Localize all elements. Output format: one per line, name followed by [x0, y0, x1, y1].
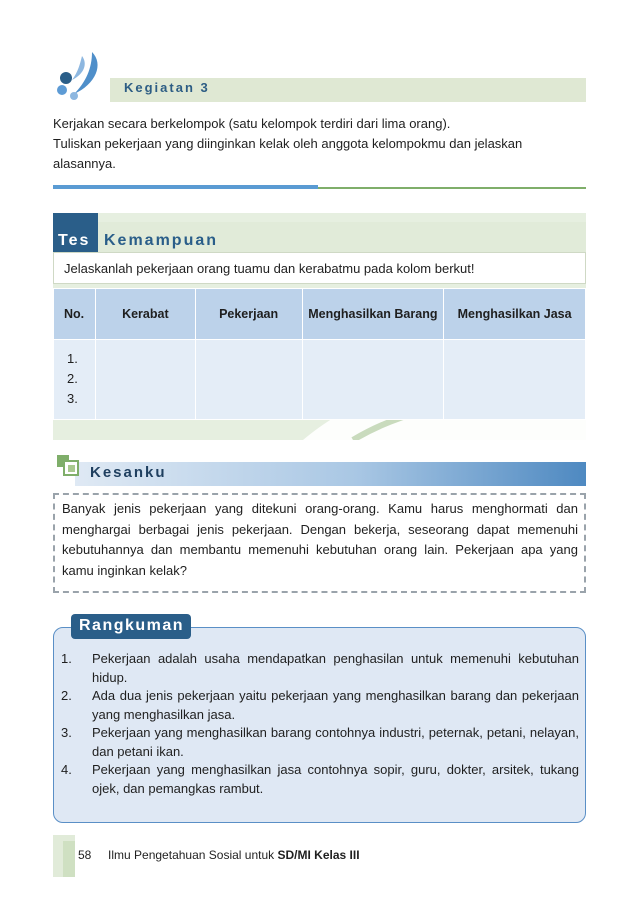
table-header-row: [54, 289, 586, 340]
list-item: [61, 650, 579, 687]
cell-numbers: [54, 340, 96, 420]
item-number: 1.: [61, 651, 72, 666]
kesanku-text: Banyak jenis pekerjaan yang ditekuni orang-orang. Kamu harus menghormati dan menghargai berbagai jenis pekerjaan. Dengan bekerja, seseorang dapat memenuhi kebutuhannya dan membantu memenuhi kebutuhan orang lain. Pekerjaan apa yang kamu inginkan kelak?: [62, 501, 578, 578]
page-number: 58: [78, 848, 92, 862]
row-number: 1.: [67, 351, 78, 366]
tes-instruction: Jelaskanlah pekerjaan orang tuamu dan kerabatmu pada kolom berkut!: [64, 261, 475, 276]
row-number: 3.: [67, 391, 78, 406]
row-number: 2.: [67, 371, 78, 386]
item-number: 4.: [61, 762, 72, 777]
cell-pekerjaan[interactable]: [195, 340, 302, 420]
header-no: No.: [54, 289, 96, 340]
kegiatan-line-1: Kerjakan secara berkelompok (satu kelompok terdiri dari lima orang).: [53, 116, 451, 131]
list-item: [61, 761, 579, 798]
footer-decoration: [53, 835, 75, 877]
rangkuman-title: Rangkuman: [79, 617, 185, 634]
book-grade: SD/MI Kelas III: [277, 848, 360, 862]
book-title: Ilmu Pengetahuan Sosial untuk: [108, 848, 275, 862]
table-row: [54, 340, 586, 420]
header-kerabat: Kerabat: [95, 289, 195, 340]
list-item: [61, 724, 579, 761]
kegiatan-instructions: [53, 114, 587, 174]
item-text: Ada dua jenis pekerjaan yaitu pekerjaan yang menghasilkan barang dan pekerjaan yang menghasilkan jasa.: [92, 688, 579, 722]
footer: [78, 848, 360, 862]
item-text: Pekerjaan yang menghasilkan barang contohnya industri, peternak, petani, nelayan, dan petani ikan.: [92, 725, 579, 759]
cell-barang[interactable]: [302, 340, 444, 420]
kegiatan-title: Kegiatan 3: [124, 80, 210, 95]
kemampuan-title-word: Kemampuan: [104, 232, 219, 249]
list-item: [61, 687, 579, 724]
cell-jasa[interactable]: [444, 340, 586, 420]
kegiatan-line-2: Tuliskan pekerjaan yang diinginkan kelak oleh anggota kelompokmu dan jelaskan alasannya.: [53, 136, 523, 171]
rangkuman-list: [61, 650, 579, 798]
tes-table: [53, 288, 586, 420]
kesanku-title: Kesanku: [90, 464, 167, 481]
divider-blue: [53, 185, 318, 189]
item-number: 3.: [61, 725, 72, 740]
squares-icon: [57, 455, 81, 477]
tes-title-word: Tes: [58, 232, 91, 249]
kegiatan-logo-icon: [52, 50, 108, 102]
header-barang: Menghasilkan Barang: [302, 289, 444, 340]
item-text: Pekerjaan yang menghasilkan jasa contohnya sopir, guru, dokter, arsitek, tukang ojek, dan pemangkas rambut.: [92, 762, 579, 796]
item-text: Pekerjaan adalah usaha mendapatkan penghasilan untuk memenuhi kebutuhan hidup.: [92, 651, 579, 685]
divider-green: [318, 187, 586, 189]
item-number: 2.: [61, 688, 72, 703]
header-pekerjaan: Pekerjaan: [195, 289, 302, 340]
header-jasa: Menghasilkan Jasa: [444, 289, 586, 340]
cell-kerabat[interactable]: [95, 340, 195, 420]
